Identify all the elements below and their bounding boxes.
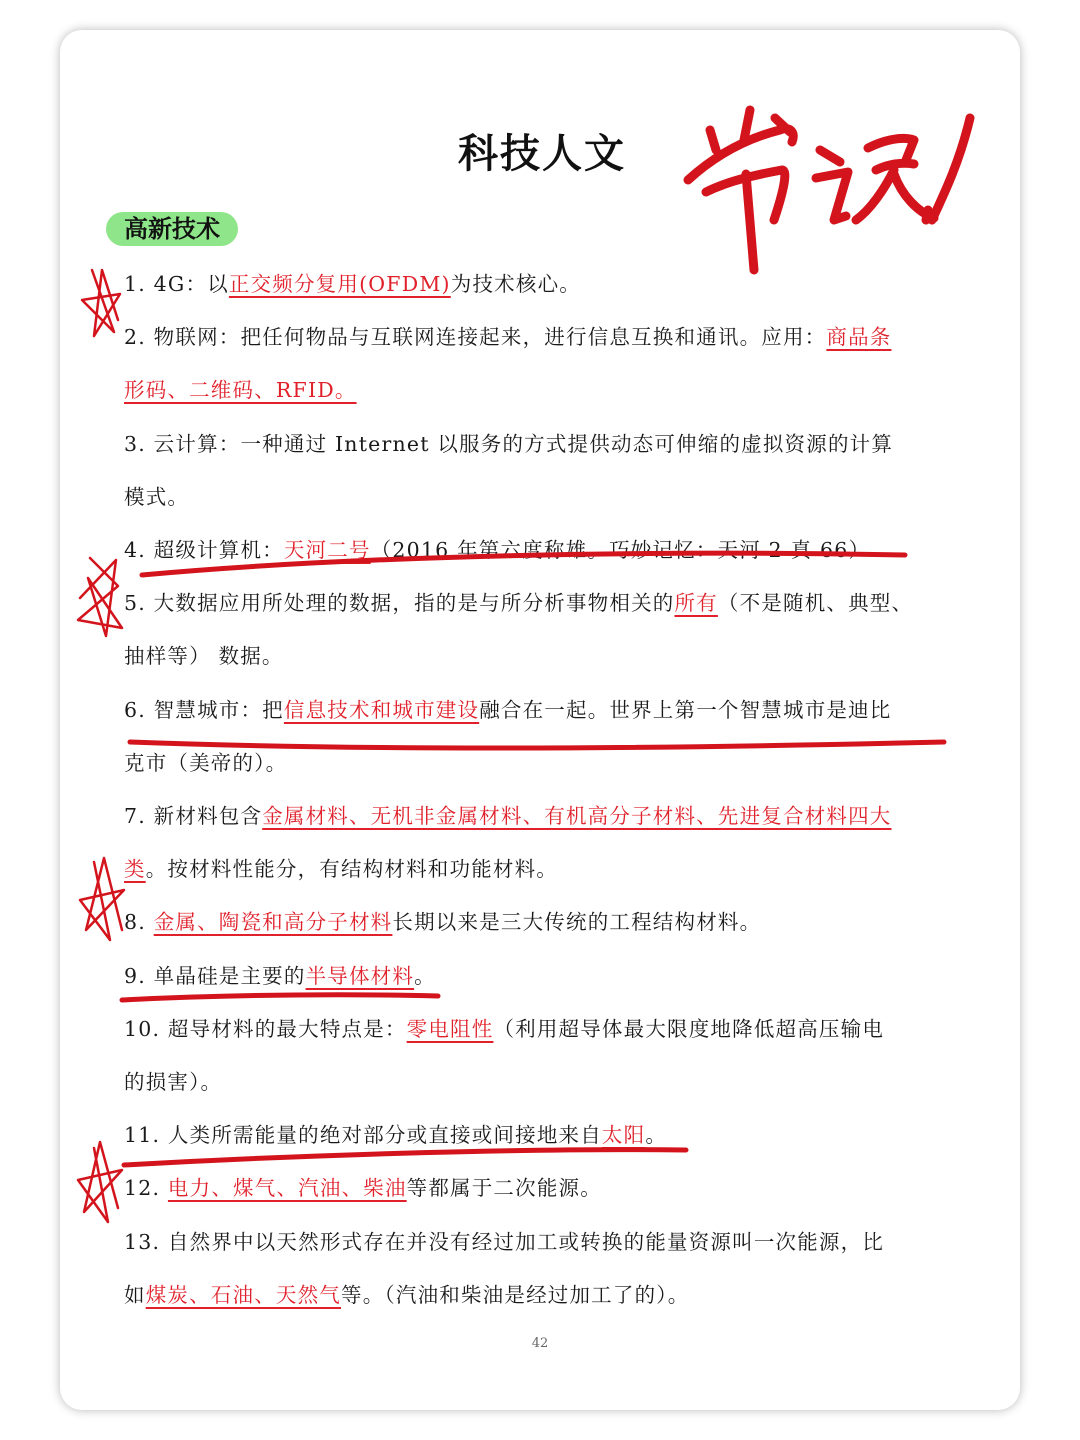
highlighted-keyword: 太阳 [601,1123,646,1148]
note-text: 。 [414,963,436,988]
note-text: 等都属于二次能源。 [406,1176,602,1201]
note-text: 的损害）。 [124,1070,223,1094]
underline-stroke [124,1150,686,1165]
note-text: （利用超导体最大限度地降低超高压输电 [493,1016,885,1041]
note-line [124,1281,974,1309]
note-text: 10. 超导材料的最大特点是： [124,1016,407,1041]
highlighted-keyword: 零电阻性 [406,1016,494,1041]
note-text: 2. 物联网：把任何物品与互联网连接起来，进行信息互换和通讯。应用： [124,325,827,350]
star-doodle [78,1142,122,1222]
note-line [124,749,974,777]
underline-stroke [122,995,438,1000]
note-line [124,1228,974,1256]
note-line [124,1174,974,1202]
section-tag: 高新技术 [106,212,238,246]
note-line [124,270,974,298]
note-text: 等。（汽油和柴油是经过加工了的）。 [341,1282,690,1307]
highlighted-keyword: 金属、陶瓷和高分子材料 [153,910,393,935]
note-text: 融合在一起。世界上第一个智慧城市是迪比 [479,697,892,722]
note-line [124,962,974,990]
note-text: 克市（美帝的）。 [124,750,288,775]
document-page [60,30,1020,1410]
underline-stroke [130,742,944,748]
highlighted-keyword: 电力、煤气、汽油、柴油 [167,1176,407,1201]
note-text: 如 [124,1282,146,1307]
highlighted-keyword: 商品条 [826,325,892,350]
note-line [124,323,974,351]
star-doodle [78,558,122,636]
highlighted-keyword: 正交频分复用(OFDM) [228,272,451,296]
note-text: 5. 大数据应用所处理的数据，指的是与所分析事物相关的 [124,591,675,616]
highlighted-keyword: 类 [124,857,146,882]
note-line [124,1015,974,1043]
note-text: 模式。 [124,484,190,509]
note-text: 6. 智慧城市：把 [124,697,284,722]
note-text: （2016 年第六度称雄。巧妙记忆：天河 2 真 66） [370,538,871,562]
note-line [124,802,974,830]
note-text: 。按材料性能分，有结构材料和功能材料。 [145,857,559,882]
note-text: 3. 云计算：一种通过 Internet 以服务的方式提供动态可伸缩的虚拟资源的计算 [124,431,894,456]
star-doodle [80,858,124,940]
note-text: 。 [645,1123,668,1148]
note-text: 12. [124,1176,168,1201]
note-line [124,696,974,724]
note-text: 1. 4G：以 [124,272,229,296]
note-line [124,483,974,511]
note-text: 7. 新材料包含 [124,804,263,828]
note-text: 4. 超级计算机： [124,538,284,562]
note-text: 8. [124,910,154,935]
note-line [124,376,974,404]
highlighted-keyword: 金属材料、无机非金属材料、有机高分子材料、先进复合材料四大 [262,804,892,828]
note-line [124,642,974,670]
note-text: 抽样等） 数据。 [124,644,284,669]
note-line [124,430,974,458]
note-line [124,855,974,883]
handwritten-annotation [670,70,990,280]
highlighted-keyword: 半导体材料 [305,963,415,988]
page-number: 42 [531,1336,549,1351]
note-line [124,536,974,564]
note-line [124,1121,974,1149]
star-doodle [82,270,120,336]
page-title: 科技人文 [458,131,626,177]
highlighted-keyword: 信息技术和城市建设 [283,697,480,722]
note-line [124,589,974,617]
note-line [124,1068,974,1096]
note-text: （不是随机、典型、 [717,591,914,616]
highlighted-keyword: 形码、二维码、RFID。 [124,378,357,403]
note-text: 长期以来是三大传统的工程结构材料。 [392,910,762,935]
note-line [124,908,974,936]
note-text: 13. 自然界中以天然形式存在并没有经过加工或转换的能量资源叫一次能源，比 [124,1229,885,1254]
note-text: 11. 人类所需能量的绝对部分或直接或间接地来自 [124,1123,602,1148]
highlighted-keyword: 所有 [674,591,718,616]
note-text: 为技术核心。 [450,272,581,296]
highlighted-keyword: 天河二号 [283,538,371,562]
note-text: 9. 单晶硅是主要的 [124,963,306,988]
highlighted-keyword: 煤炭、石油、天然气 [145,1282,342,1307]
